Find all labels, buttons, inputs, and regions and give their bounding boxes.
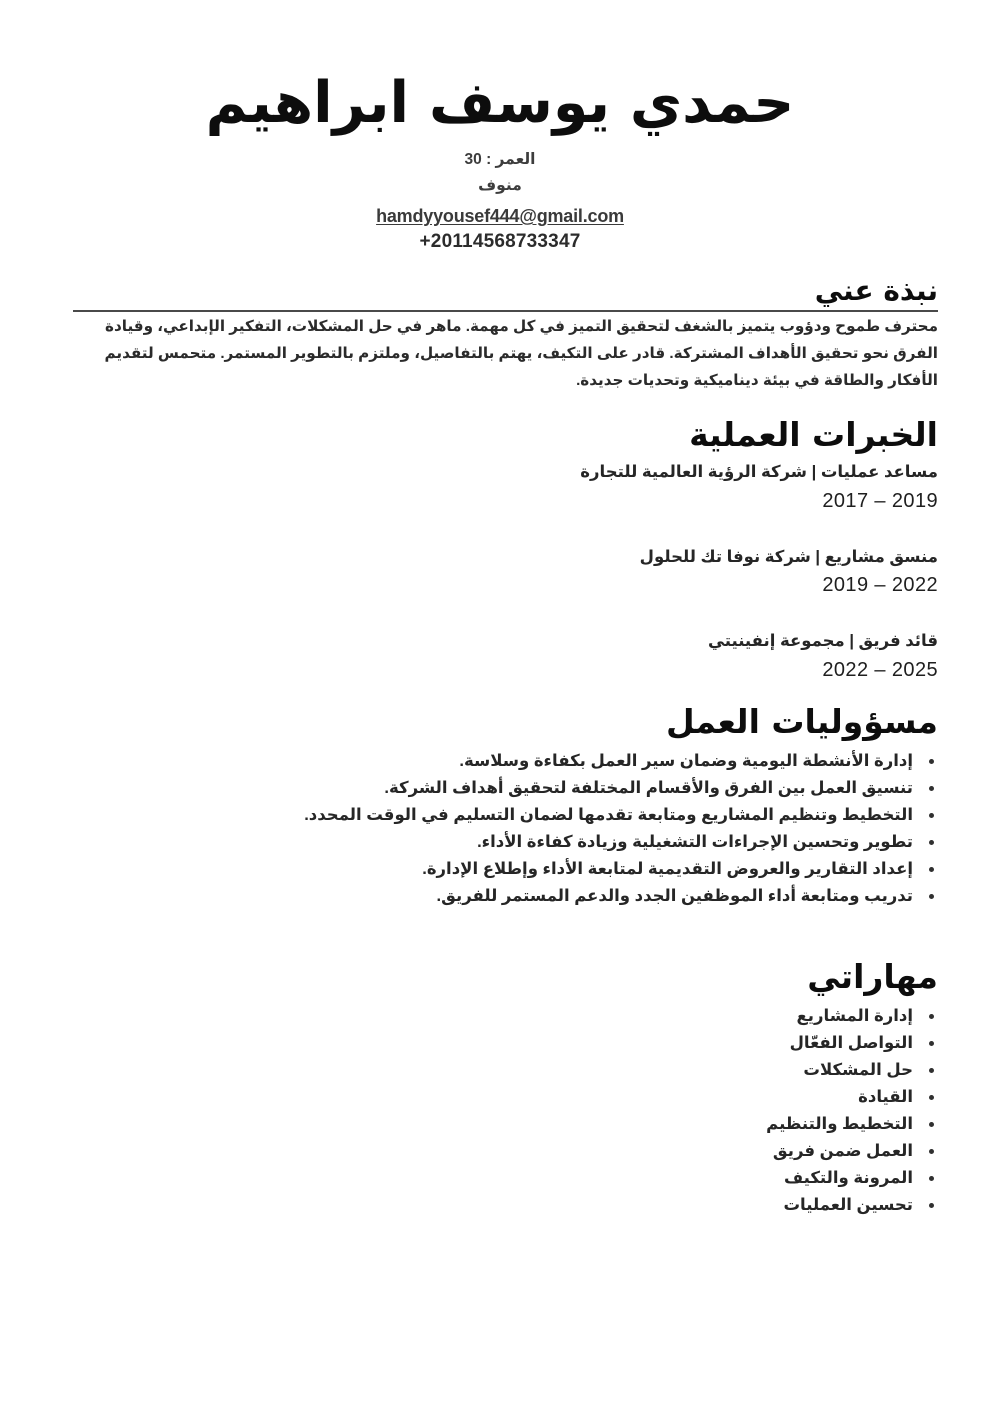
section-experience — [62, 416, 938, 685]
header-divider — [73, 310, 938, 312]
list-item: العمل ضمن فريق — [62, 1138, 938, 1165]
list-item: تنسيق العمل بين الفرق والأقسام المختلفة لتحقيق أهداف الشركة. — [62, 775, 938, 802]
experience-item — [62, 629, 938, 685]
experience-item — [62, 460, 938, 516]
contact-block — [0, 206, 1000, 253]
experience-dates: 2019 – 2022 — [822, 574, 938, 597]
list-item: تدريب ومتابعة أداء الموظفين الجدد والدعم المستمر للفريق. — [62, 883, 938, 910]
list-item: حل المشكلات — [62, 1057, 938, 1084]
responsibilities-list — [62, 748, 938, 934]
candidate-meta — [0, 148, 1000, 198]
candidate-age: العمر : 30 — [464, 150, 536, 168]
experience-item — [62, 545, 938, 601]
about-text: محترف طموح ودؤوب يتميز بالشغف لتحقيق التميز في كل مهمة. ماهر في حل المشكلات، التفكير الإبداعي، وقيادة الفرق نحو تحقيق الأهداف المشتركة. قادر على التكيف، يهتم بالتفاصيل، وملتزم بالتطوير المستمر. متحمس لتقديم الأفكار والطاقة في بيئة ديناميكية وتحديات جديدة. — [104, 317, 938, 389]
experience-role: منسق مشاريع | شركة نوفا تك للحلول — [639, 547, 938, 566]
skills-list — [62, 1003, 938, 1243]
experience-list — [62, 460, 938, 685]
experience-role: مساعد عمليات | شركة الرؤية العالمية للتجارة — [580, 462, 938, 481]
responsibilities-title: مسؤوليات العمل — [665, 701, 938, 741]
candidate-city: منوف — [478, 176, 522, 194]
experience-dates: 2022 – 2025 — [822, 658, 938, 681]
about-title: نبذة عني — [814, 273, 938, 307]
list-item: تطوير وتحسين الإجراءات التشغيلية وزيادة كفاءة الأداء. — [62, 829, 938, 856]
experience-dates: 2017 – 2019 — [822, 489, 938, 512]
list-item: التخطيط والتنظيم — [62, 1111, 938, 1138]
candidate-name: حمدي يوسف ابراهيم — [205, 70, 795, 136]
list-item: إدارة المشاريع — [62, 1003, 938, 1030]
list-item: التخطيط وتنظيم المشاريع ومتابعة تقدمها لضمان التسليم في الوقت المحدد. — [62, 802, 938, 829]
list-item: إدارة الأنشطة اليومية وضمان سير العمل بكفاءة وسلاسة. — [62, 748, 938, 775]
resume-body — [0, 274, 1000, 1243]
section-responsibilities — [62, 703, 938, 934]
email-link[interactable]: hamdyyousef444@gmail.com — [376, 205, 624, 226]
skills-title: مهاراتي — [807, 956, 938, 996]
list-item: التواصل الفعّال — [62, 1030, 938, 1057]
resume-header — [0, 0, 1000, 253]
section-skills — [62, 958, 938, 1243]
list-item: القيادة — [62, 1084, 938, 1111]
list-item: إعداد التقارير والعروض التقديمية لمتابعة الأداء وإطلاع الإدارة. — [62, 856, 938, 883]
section-about — [62, 274, 938, 394]
experience-role: قائد فريق | مجموعة إنفينيتي — [708, 632, 938, 651]
list-item: المرونة والتكيف — [62, 1165, 938, 1192]
phone-number[interactable]: +20114568733347 — [419, 230, 581, 252]
experience-title: الخبرات العملية — [689, 415, 938, 455]
list-item: تحسين العمليات — [62, 1192, 938, 1219]
